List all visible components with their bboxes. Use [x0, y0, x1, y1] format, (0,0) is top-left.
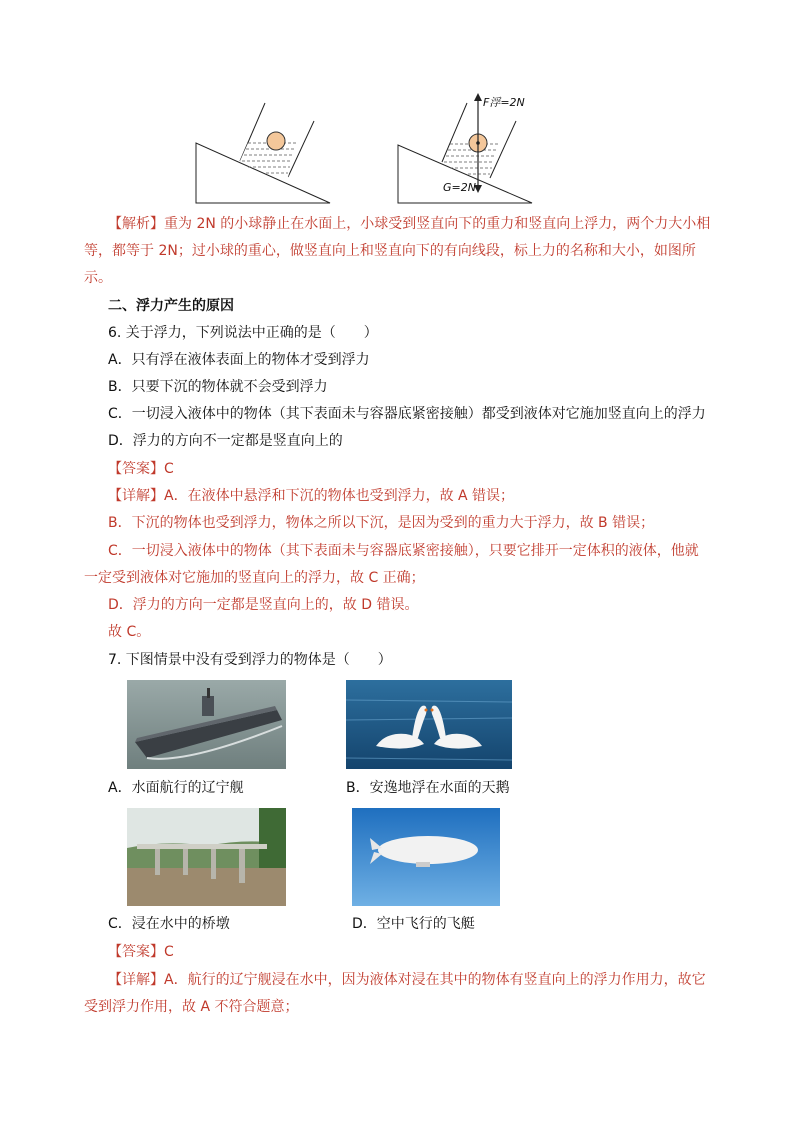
q7-option-a: A．水面航行的辽宁舰 [108, 780, 244, 796]
q7-stem: 7. 下图情景中没有受到浮力的物体是（ ） [108, 652, 392, 668]
force-up-label: F浮=2N [483, 96, 525, 109]
q7-answer: 【答案】C [108, 944, 174, 960]
detail-text: A．在液体中悬浮和下沉的物体也受到浮力，故 A 错误； [164, 488, 515, 504]
q6-answer: 【答案】C [108, 461, 174, 477]
q7-option-c: C．浸在水中的桥墩 [108, 916, 230, 932]
section-title: 二、浮力产生的原因 [108, 298, 234, 314]
detail-text: A．航行的辽宁舰浸在水中，因为液体对浸在其中的物体有竖直向上的浮力作用力，故它 [164, 972, 706, 988]
q6-detail-3: C．一切浸入液体中的物体（其下表面未与容器底紧密接触），只要它排开一定体积的液体，他就 [108, 543, 699, 559]
carrier-photo [127, 680, 286, 769]
analysis-text: 重为 2N 的小球静止在水面上，小球受到竖直向下的重力和竖直向上浮力，两个力大小相 [164, 216, 711, 232]
q6-option-c: C．一切浸入液体中的物体（其下表面未与容器底紧密接触）都受到液体对它施加竖直向上的浮力 [108, 406, 706, 422]
q7-detail-1: 【详解】A．航行的辽宁舰浸在水中，因为液体对浸在其中的物体有竖直向上的浮力作用力，故它 [108, 972, 706, 988]
detail-tag: 详解 [122, 488, 150, 504]
airship-photo [352, 808, 500, 906]
gravity-label: G=2N [443, 181, 476, 194]
q7-detail-2: 受到浮力作用，故 A 不符合题意； [84, 999, 299, 1015]
q6-option-a: A．只有浮在液体表面上的物体才受到浮力 [108, 352, 370, 368]
ball [267, 132, 285, 150]
q6-stem: 6. 关于浮力，下列说法中正确的是（ ） [108, 325, 378, 341]
answer-tag: 答案 [122, 944, 150, 960]
q6-option-b: B．只要下沉的物体就不会受到浮力 [108, 379, 328, 395]
analysis-tag: 解析 [122, 216, 150, 232]
q6-option-d: D．浮力的方向不一定都是竖直向上的 [108, 433, 343, 449]
answer-value: C [164, 461, 174, 477]
analysis-line-2: 等，都等于 2N；过小球的重心，做竖直向上和竖直向下的有向线段，标上力的名称和大小，如图所 [84, 243, 696, 259]
bridge-photo [127, 808, 286, 906]
answer-tag: 答案 [122, 461, 150, 477]
q6-detail-6: 故 C。 [108, 624, 151, 640]
swans-photo [346, 680, 512, 769]
answer-value: C [164, 944, 174, 960]
q6-detail-4: 一定受到液体对它施加的竖直向上的浮力，故 C 正确； [84, 570, 425, 586]
q6-detail-2: B．下沉的物体也受到浮力，物体之所以下沉，是因为受到的重力大于浮力，故 B 错误； [108, 515, 655, 531]
q6-detail-5: D．浮力的方向一定都是竖直向上的，故 D 错误。 [108, 597, 419, 613]
q7-option-b: B．安逸地浮在水面的天鹅 [346, 780, 510, 796]
detail-tag: 详解 [122, 972, 150, 988]
q6-detail-1: 【详解】A．在液体中悬浮和下沉的物体也受到浮力，故 A 错误； [108, 488, 515, 504]
analysis-line-1: 【解析】重为 2N 的小球静止在水面上，小球受到竖直向下的重力和竖直向上浮力，两个力大小相 [108, 216, 711, 232]
analysis-line-3: 示。 [84, 270, 112, 286]
q7-option-d: D．空中飞行的飞艇 [352, 916, 475, 932]
incline-figure-left [190, 95, 340, 207]
